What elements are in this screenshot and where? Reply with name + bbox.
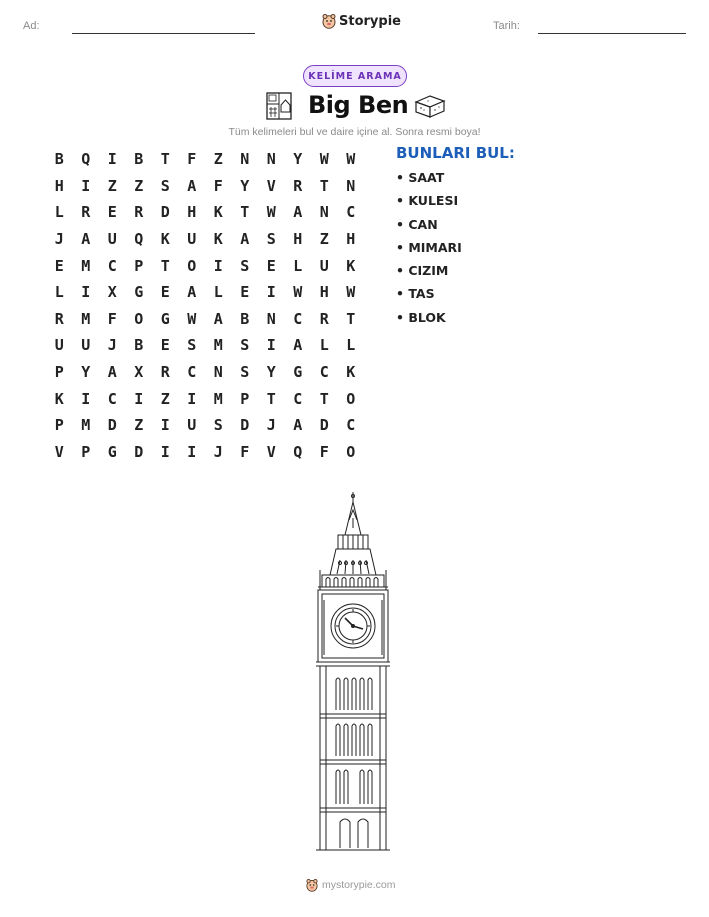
grid-letter[interactable]: U [319, 256, 329, 275]
stone-block-icon [414, 93, 446, 119]
grid-row [46, 226, 364, 253]
grid-letter[interactable]: I [107, 150, 117, 169]
grid-letter[interactable]: U [81, 336, 91, 355]
footer-site: mystorypie.com [322, 879, 396, 891]
grid-letter[interactable]: I [187, 389, 197, 408]
grid-letter[interactable]: M [81, 309, 91, 328]
grid-letter[interactable]: Z [213, 150, 223, 169]
grid-letter[interactable]: K [346, 256, 356, 275]
grid-letter[interactable]: S [240, 336, 250, 355]
grid-letter[interactable]: C [187, 363, 197, 382]
grid-row [46, 439, 364, 466]
grid-letter[interactable]: T [346, 309, 356, 328]
big-ben-tower-illustration [300, 490, 400, 855]
grid-letter[interactable]: Y [81, 363, 91, 382]
grid-letter[interactable]: I [81, 283, 91, 302]
grid-letter[interactable]: S [240, 256, 250, 275]
grid-letter[interactable]: A [213, 309, 223, 328]
name-line [72, 33, 255, 34]
grid-letter[interactable]: D [319, 416, 329, 435]
date-line [538, 33, 686, 34]
grid-letter[interactable]: Y [266, 363, 276, 382]
grid-row [46, 199, 364, 226]
grid-letter[interactable]: L [293, 256, 303, 275]
grid-letter[interactable]: Z [160, 389, 170, 408]
storypie-mascot-icon [322, 13, 336, 29]
grid-letter[interactable]: N [319, 203, 329, 222]
grid-letter[interactable]: D [134, 442, 144, 461]
grid-row [46, 332, 364, 359]
grid-letter[interactable]: T [319, 389, 329, 408]
footer [306, 878, 396, 892]
grid-letter[interactable]: S [213, 416, 223, 435]
word-list [396, 170, 462, 333]
grid-letter[interactable]: Q [293, 442, 303, 461]
grid-letter[interactable]: R [81, 203, 91, 222]
grid-letter[interactable]: C [293, 389, 303, 408]
grid-row [46, 146, 364, 173]
grid-letter[interactable]: P [134, 256, 144, 275]
grid-letter[interactable]: R [293, 176, 303, 195]
grid-letter[interactable]: V [54, 442, 64, 461]
grid-letter[interactable]: N [213, 363, 223, 382]
grid-letter[interactable]: N [266, 309, 276, 328]
grid-letter[interactable]: L [319, 336, 329, 355]
word-list-item: • BLOK [396, 309, 446, 325]
grid-letter[interactable]: A [293, 416, 303, 435]
grid-letter[interactable]: E [266, 256, 276, 275]
grid-letter[interactable]: E [240, 283, 250, 302]
grid-letter[interactable]: V [266, 176, 276, 195]
grid-letter[interactable]: M [81, 416, 91, 435]
grid-letter[interactable]: K [213, 230, 223, 249]
grid-letter[interactable]: L [213, 283, 223, 302]
grid-letter[interactable]: U [54, 336, 64, 355]
grid-letter[interactable]: I [187, 442, 197, 461]
grid-letter[interactable]: Z [134, 176, 144, 195]
grid-letter[interactable]: J [266, 416, 276, 435]
grid-letter[interactable]: L [346, 336, 356, 355]
grid-letter[interactable]: W [319, 150, 329, 169]
storypie-mascot-icon [306, 878, 318, 892]
grid-letter[interactable]: S [240, 363, 250, 382]
grid-letter[interactable]: B [54, 150, 64, 169]
grid-letter[interactable]: L [54, 283, 64, 302]
grid-letter[interactable]: I [160, 416, 170, 435]
name-label: Ad: [23, 20, 40, 32]
grid-letter[interactable]: P [81, 442, 91, 461]
grid-letter[interactable]: S [187, 336, 197, 355]
grid-letter[interactable]: W [266, 203, 276, 222]
grid-letter[interactable]: T [240, 203, 250, 222]
grid-letter[interactable]: I [213, 256, 223, 275]
grid-letter[interactable]: T [160, 256, 170, 275]
grid-letter[interactable]: Q [81, 150, 91, 169]
grid-letter[interactable]: Y [293, 150, 303, 169]
grid-letter[interactable]: R [319, 309, 329, 328]
grid-letter[interactable]: V [266, 442, 276, 461]
grid-letter[interactable]: M [213, 389, 223, 408]
grid-letter[interactable]: S [160, 176, 170, 195]
grid-letter[interactable]: O [346, 442, 356, 461]
grid-row [46, 173, 364, 200]
grid-row [46, 412, 364, 439]
grid-letter[interactable]: Y [240, 176, 250, 195]
grid-letter[interactable]: O [346, 389, 356, 408]
grid-letter[interactable]: E [160, 336, 170, 355]
activity-badge: KELİME ARAMA [303, 65, 407, 87]
grid-letter[interactable]: W [293, 283, 303, 302]
word-list-item: • CIZIM [396, 263, 449, 279]
grid-letter[interactable]: I [134, 389, 144, 408]
grid-letter[interactable]: T [266, 389, 276, 408]
grid-letter[interactable]: R [160, 363, 170, 382]
grid-letter[interactable]: Z [107, 176, 117, 195]
grid-letter[interactable]: E [160, 283, 170, 302]
grid-letter[interactable]: N [346, 176, 356, 195]
grid-letter[interactable]: B [134, 336, 144, 355]
grid-letter[interactable]: F [319, 442, 329, 461]
grid-letter[interactable]: I [81, 176, 91, 195]
grid-letter[interactable]: M [213, 336, 223, 355]
word-list-item: • MIMARI [396, 239, 462, 255]
grid-row [46, 306, 364, 333]
page-title: Big Ben [308, 91, 409, 119]
grid-letter[interactable]: A [187, 283, 197, 302]
grid-letter[interactable]: B [134, 150, 144, 169]
grid-letter[interactable]: W [346, 283, 356, 302]
grid-letter[interactable]: C [346, 203, 356, 222]
grid-letter[interactable]: W [346, 150, 356, 169]
word-list-item: • CAN [396, 216, 438, 232]
grid-letter[interactable]: F [107, 309, 117, 328]
grid-row [46, 359, 364, 386]
grid-letter[interactable]: A [81, 230, 91, 249]
grid-letter[interactable]: K [346, 363, 356, 382]
grid-row [46, 385, 364, 412]
grid-letter[interactable]: D [240, 416, 250, 435]
grid-row [46, 279, 364, 306]
grid-letter[interactable]: C [107, 389, 117, 408]
grid-letter[interactable]: T [319, 176, 329, 195]
grid-letter[interactable]: U [187, 416, 197, 435]
date-label: Tarih: [493, 20, 520, 32]
grid-letter[interactable]: R [54, 309, 64, 328]
grid-letter[interactable]: X [134, 363, 144, 382]
grid-letter[interactable]: E [107, 203, 117, 222]
word-list-item: • TAS [396, 286, 435, 302]
grid-letter[interactable]: C [319, 363, 329, 382]
grid-letter[interactable]: Q [134, 230, 144, 249]
grid-letter[interactable]: G [160, 309, 170, 328]
grid-letter[interactable]: O [134, 309, 144, 328]
grid-letter[interactable]: G [134, 283, 144, 302]
storypie-logo [322, 13, 401, 29]
grid-letter[interactable]: A [107, 363, 117, 382]
word-list-item: • KULESI [396, 193, 459, 209]
grid-letter[interactable]: C [293, 309, 303, 328]
grid-letter[interactable]: N [266, 150, 276, 169]
grid-letter[interactable]: U [187, 230, 197, 249]
grid-letter[interactable]: O [187, 256, 197, 275]
grid-letter[interactable]: A [293, 203, 303, 222]
blueprint-icon [266, 92, 292, 120]
grid-letter[interactable]: F [187, 150, 197, 169]
grid-letter[interactable]: Z [134, 416, 144, 435]
grid-letter[interactable]: R [134, 203, 144, 222]
grid-letter[interactable]: J [107, 336, 117, 355]
grid-letter[interactable]: H [54, 176, 64, 195]
grid-letter[interactable]: C [346, 416, 356, 435]
grid-letter[interactable]: D [107, 416, 117, 435]
grid-letter[interactable]: I [81, 389, 91, 408]
word-list-item: • SAAT [396, 170, 445, 185]
grid-letter[interactable]: Z [319, 230, 329, 249]
grid-letter[interactable]: S [266, 230, 276, 249]
grid-letter[interactable]: K [213, 203, 223, 222]
grid-letter[interactable]: B [240, 309, 250, 328]
grid-letter[interactable]: M [81, 256, 91, 275]
word-search-grid [46, 146, 364, 465]
grid-letter[interactable]: G [107, 442, 117, 461]
grid-letter[interactable]: H [319, 283, 329, 302]
grid-letter[interactable]: A [240, 230, 250, 249]
grid-letter[interactable]: F [213, 176, 223, 195]
grid-letter[interactable]: F [240, 442, 250, 461]
grid-letter[interactable]: L [54, 203, 64, 222]
grid-letter[interactable]: J [213, 442, 223, 461]
grid-letter[interactable]: X [107, 283, 117, 302]
grid-letter[interactable]: P [240, 389, 250, 408]
grid-letter[interactable]: D [160, 203, 170, 222]
grid-letter[interactable]: N [240, 150, 250, 169]
grid-letter[interactable]: H [346, 230, 356, 249]
brand-name: Storypie [339, 13, 401, 29]
grid-letter[interactable]: I [266, 283, 276, 302]
grid-letter[interactable]: J [54, 230, 64, 249]
grid-letter[interactable]: I [266, 336, 276, 355]
grid-letter[interactable]: C [107, 256, 117, 275]
grid-letter[interactable]: A [187, 176, 197, 195]
grid-letter[interactable]: P [54, 363, 64, 382]
grid-letter[interactable]: K [54, 389, 64, 408]
grid-letter[interactable]: K [160, 230, 170, 249]
grid-letter[interactable]: W [187, 309, 197, 328]
grid-letter[interactable]: H [187, 203, 197, 222]
grid-letter[interactable]: T [160, 150, 170, 169]
grid-letter[interactable]: P [54, 416, 64, 435]
grid-letter[interactable]: E [54, 256, 64, 275]
grid-letter[interactable]: G [293, 363, 303, 382]
instructions: Tüm kelimeleri bul ve daire içine al. Sonra resmi boya! [228, 126, 481, 138]
grid-letter[interactable]: U [107, 230, 117, 249]
grid-letter[interactable]: H [293, 230, 303, 249]
word-list-title: BUNLARI BUL: [396, 144, 515, 162]
grid-letter[interactable]: A [293, 336, 303, 355]
grid-letter[interactable]: I [160, 442, 170, 461]
grid-row [46, 252, 364, 279]
